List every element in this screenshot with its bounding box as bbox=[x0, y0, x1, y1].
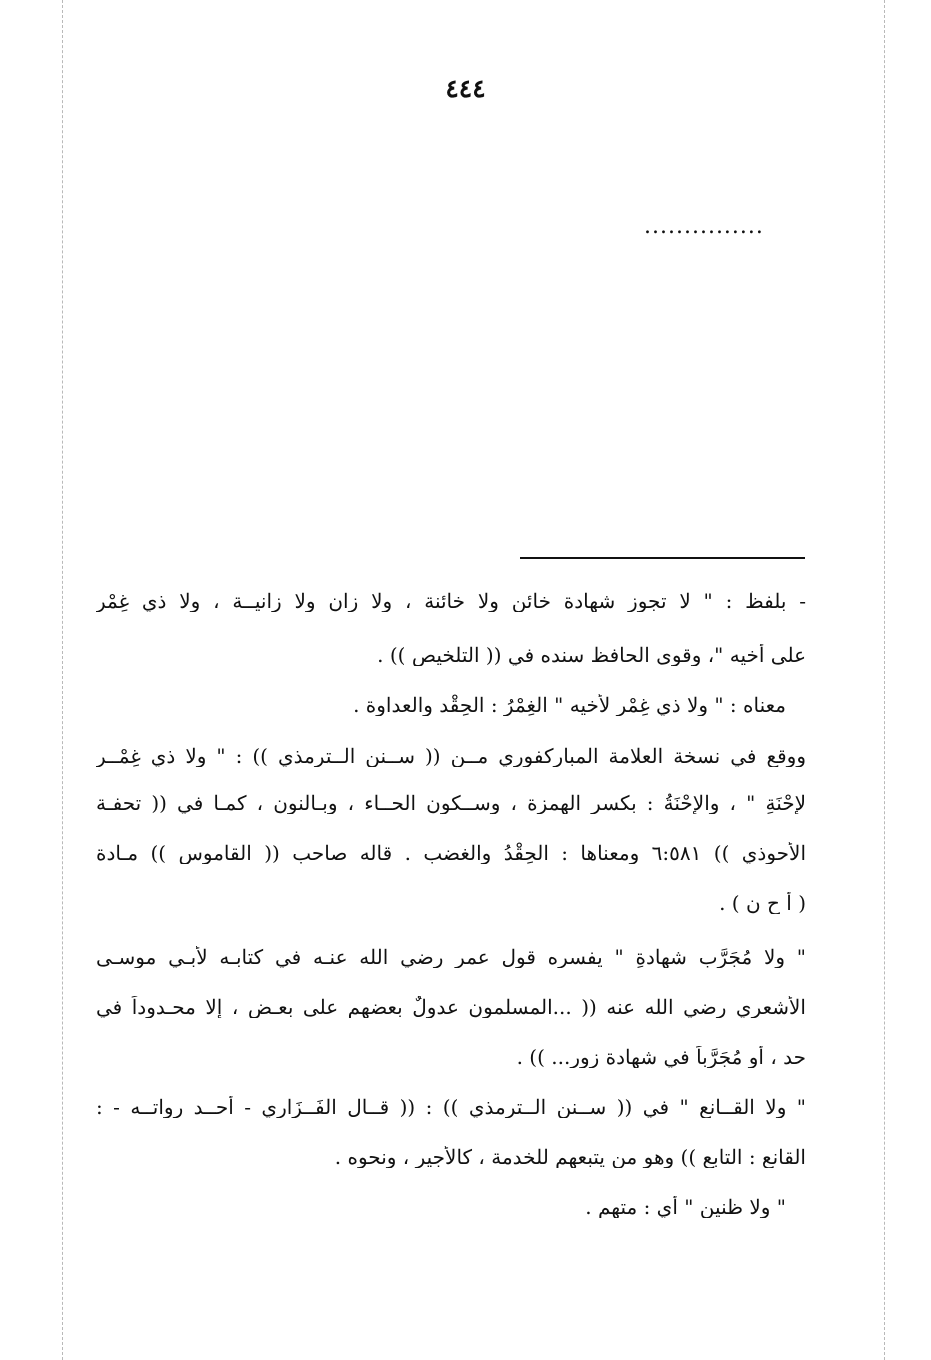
footnote-line: " ولا القــانع " في (( ســنن الــترمذي )) : (( قــال الفَــزَاري - أحــد رواتــه - : bbox=[96, 1096, 806, 1118]
separator-dots: ............... bbox=[644, 214, 764, 239]
footnote-line: " ولا ظنين " أي : متهم . bbox=[585, 1196, 786, 1218]
footnote-line: معناه : " ولا ذي غِمْرٍ لأخيه " الغِمْرُ : الحِقْد والعداوة . bbox=[353, 694, 786, 716]
footnote-line: ( أ ح ن ) . bbox=[719, 892, 806, 914]
footnote-line: لإِحْنَةٍ " ، والإِحْنَةُ : بكسر الهمزة ، وســكون الحــاء ، وبـالنون ، كمـا في (( تحفـة bbox=[96, 792, 806, 814]
footnote-line: ووقع في نسخة العلامة المباركفوري مــن (( ســنن الــترمذي )) : " ولا ذي غِمْــر bbox=[96, 745, 806, 767]
footnote-line: " ولا مُجَرَّبٍ شهادةٍ " يفسره قول عمر رضي الله عنـه في كتابـه لأبـي موسـى bbox=[96, 946, 806, 968]
footnote-rule bbox=[520, 557, 805, 559]
footnote-line: حد ، أو مُجَرَّباً في شهادة زور... )) . bbox=[516, 1046, 806, 1068]
footnote-line: على أخيه "، وقوى الحافظ سنده في (( التلخيص )) . bbox=[377, 644, 806, 666]
page-number: ٤٤٤ bbox=[445, 74, 486, 103]
footnote-line: الأشعري رضي الله عنه (( ...المسلمون عدولٌ بعضهم على بعـض ، إلا محـدوداً في bbox=[96, 996, 806, 1018]
scan-edge-left bbox=[62, 0, 63, 1360]
scan-edge-right bbox=[884, 0, 885, 1360]
footnote-line: الأحوذي )) ٦:٥٨١ ومعناها : الحِقْدُ والغضب . قاله صاحب (( القاموس )) مـادة bbox=[96, 842, 806, 864]
footnote-line: - بلفظ : " لا تجوز شهادة خائن ولا خائنة ، ولا زان ولا زانيــة ، ولا ذي غِمْرٍ bbox=[96, 590, 806, 612]
footnote-line: القانع : التابع )) وهو من يتبعهم للخدمة ، كالأجير ، ونحوه . bbox=[334, 1146, 806, 1168]
